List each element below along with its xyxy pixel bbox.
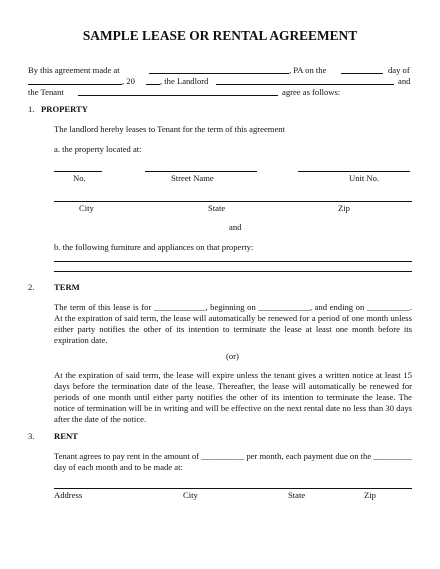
intro-tenant-text: the Tenant <box>28 87 64 97</box>
intro-landlord-text: , the Landlord <box>160 76 209 86</box>
section2-paragraph-2: At the expiration of said term, the lease will expire unless the tenant gives a written notice at least 15 days before the termination date of the lease. Thereafter, the lease will automatically be renewed for periods of one month until either party notifies the other of its intention to terminate the lease. The notice of termination will be in writing and will be effective on the next rental date no less than 30 days after the date of the notice. <box>54 370 412 424</box>
label-city: City <box>79 203 94 213</box>
section2-paragraph-1: The term of this lease is for ____________, beginning on ____________, and ending on __________. At the expiration of said term, the lease will automatically be renewed for a period of one month unless either party notifies the other of its intention to terminate the lease at least one month before its expiration date. <box>54 302 412 345</box>
street-name-blank[interactable] <box>145 171 257 172</box>
section1-heading: PROPERTY <box>41 104 88 114</box>
year-blank[interactable] <box>146 84 160 85</box>
label-no: No. <box>73 173 86 183</box>
address-number-blank[interactable] <box>54 171 102 172</box>
payment-address-blank[interactable] <box>54 488 412 489</box>
place-blank[interactable] <box>149 73 289 74</box>
label-rent-zip: Zip <box>364 490 376 500</box>
intro-agree-text: agree as follows: <box>282 87 341 97</box>
month-blank[interactable] <box>28 84 122 85</box>
label-rent-state: State <box>288 490 306 500</box>
section3-heading: RENT <box>54 431 78 441</box>
label-address: Address <box>54 490 83 500</box>
furniture-blank-2[interactable] <box>54 271 412 272</box>
tenant-name-blank[interactable] <box>78 95 278 96</box>
intro-year-text: , 20 <box>122 76 135 86</box>
section2-number: 2. <box>28 282 35 292</box>
section3-number: 3. <box>28 431 35 441</box>
landlord-name-blank[interactable] <box>216 84 394 85</box>
section1-item-b: b. the following furniture and appliances on that property: <box>54 242 254 252</box>
intro-pa-text: , PA on the <box>289 65 327 75</box>
furniture-blank-1[interactable] <box>54 261 412 262</box>
document-title: SAMPLE LEASE OR RENTAL AGREEMENT <box>82 28 358 43</box>
label-street-name: Street Name <box>171 173 214 183</box>
section1-leases-text: The landlord hereby leases to Tenant for the term of this agreement <box>54 124 285 134</box>
city-state-zip-blank[interactable] <box>54 201 412 202</box>
label-zip: Zip <box>338 203 350 213</box>
label-unit-no: Unit No. <box>349 173 380 183</box>
date-day-blank[interactable] <box>341 73 383 74</box>
unit-number-blank[interactable] <box>298 171 410 172</box>
section2-heading: TERM <box>54 282 80 292</box>
section1-number: 1. <box>28 104 35 114</box>
or-text: (or) <box>226 351 239 361</box>
section1-item-a: a. the property located at: <box>54 144 142 154</box>
intro-by-text: By this agreement made at <box>28 65 120 75</box>
label-rent-city: City <box>183 490 198 500</box>
label-state: State <box>208 203 226 213</box>
and-text: and <box>229 222 242 232</box>
intro-and-text: and <box>398 76 411 86</box>
section3-paragraph: Tenant agrees to pay rent in the amount of __________ per month, each payment due on the _________ day of each month and to be made at: <box>54 451 412 472</box>
intro-day-of-text: day of <box>388 65 410 75</box>
